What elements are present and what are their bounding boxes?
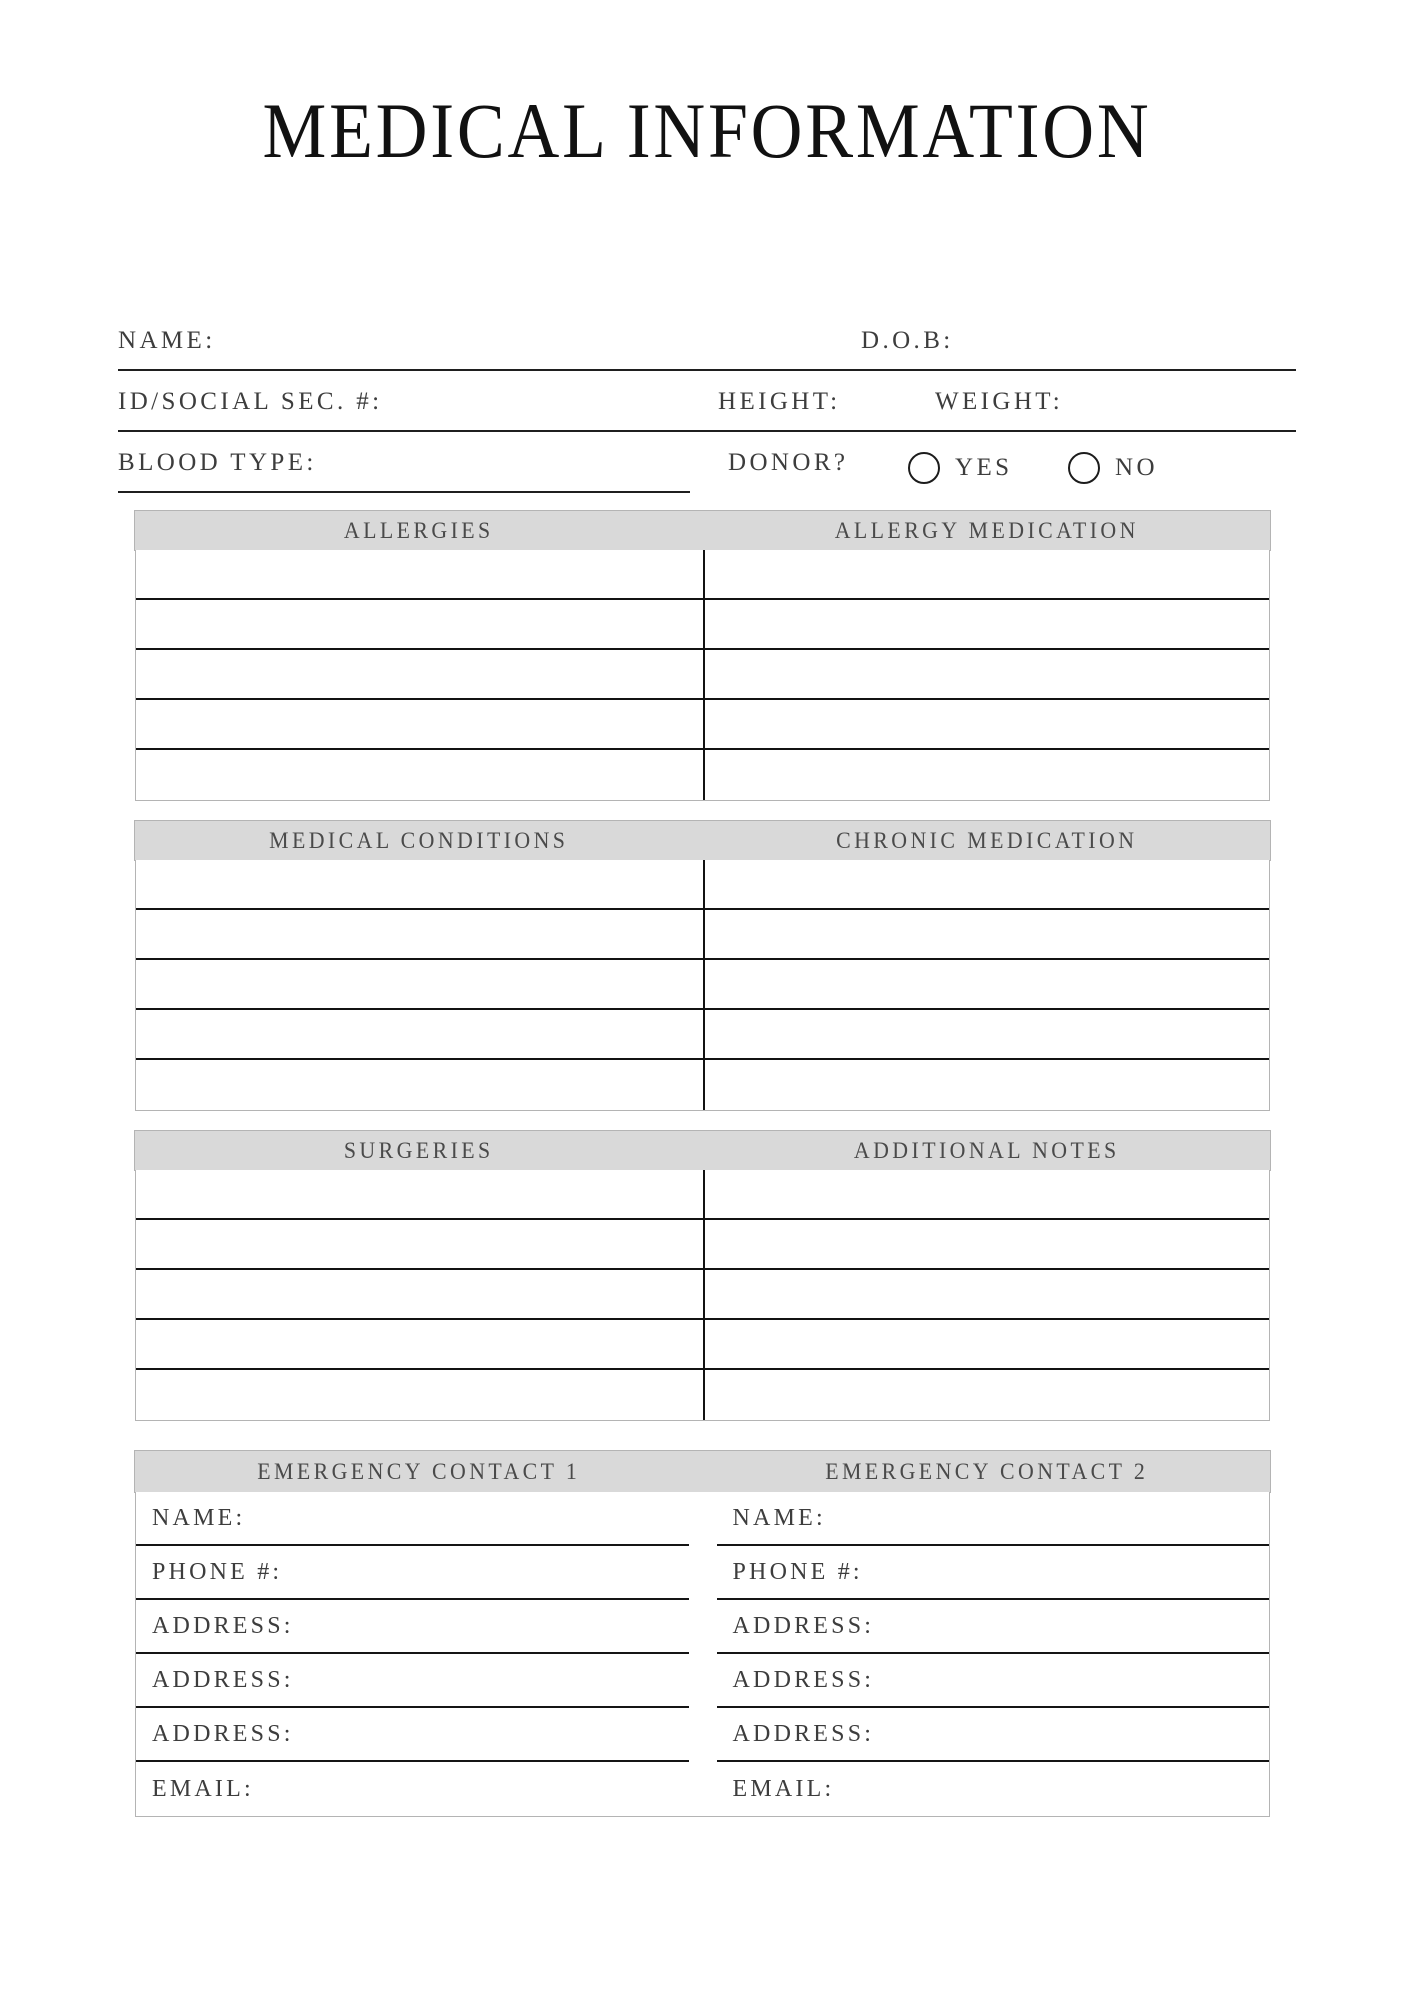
cell-chronic-medication[interactable] — [703, 860, 1270, 908]
column-divider — [703, 1170, 705, 1420]
emergency-contact-2-email-row[interactable] — [717, 1762, 1270, 1816]
cell-surgery[interactable] — [136, 1270, 703, 1318]
surgeries-table — [135, 1170, 1270, 1421]
column-header-allergy-medication: ALLERGY MEDICATION — [834, 518, 1139, 543]
cell-chronic-medication[interactable] — [703, 960, 1270, 1008]
cell-chronic-medication[interactable] — [703, 1060, 1270, 1110]
column-header-medical-conditions: MEDICAL CONDITIONS — [269, 828, 569, 853]
address-label: ADDRESS: — [732, 1612, 875, 1639]
name-label: NAME: — [118, 327, 216, 354]
phone-label: PHONE #: — [732, 1558, 863, 1585]
cell-chronic-medication[interactable] — [703, 1010, 1270, 1058]
emergency-contact-2-address-row-3[interactable] — [717, 1708, 1270, 1762]
radio-circle-icon[interactable] — [908, 452, 940, 484]
cell-allergy[interactable] — [136, 750, 703, 800]
cell-surgery[interactable] — [136, 1370, 703, 1420]
cell-additional-note[interactable] — [703, 1320, 1270, 1368]
radio-circle-icon[interactable] — [1068, 452, 1100, 484]
medical-conditions-table-body — [136, 860, 1269, 1110]
cell-additional-note[interactable] — [703, 1370, 1270, 1420]
dob-label: D.O.B: — [861, 327, 954, 354]
donor-no-label: NO — [1115, 454, 1158, 481]
cell-medical-condition[interactable] — [136, 910, 703, 958]
emergency-contact-1-address-row-3[interactable] — [136, 1708, 689, 1762]
cell-additional-note[interactable] — [703, 1170, 1270, 1218]
id-social-security-label: ID/SOCIAL SEC. #: — [118, 388, 383, 415]
cell-medical-condition[interactable] — [136, 960, 703, 1008]
emergency-contact-2-name-row[interactable] — [717, 1492, 1270, 1546]
address-label: ADDRESS: — [152, 1720, 294, 1747]
personal-info-section — [118, 310, 1296, 493]
info-row-blood-donor — [118, 432, 1296, 493]
address-label: ADDRESS: — [152, 1666, 294, 1693]
cell-additional-note[interactable] — [703, 1270, 1270, 1318]
cell-medical-condition[interactable] — [136, 1060, 703, 1110]
cell-additional-note[interactable] — [703, 1220, 1270, 1268]
emergency-contact-2-column — [703, 1492, 1270, 1816]
cell-surgery[interactable] — [136, 1220, 703, 1268]
surgeries-table-header — [134, 1130, 1271, 1171]
donor-no-option[interactable] — [1068, 452, 1158, 484]
emergency-contacts-header — [134, 1450, 1271, 1493]
cell-allergy[interactable] — [136, 700, 703, 748]
name-label: NAME: — [732, 1504, 826, 1531]
cell-surgery[interactable] — [136, 1170, 703, 1218]
emergency-contact-1-name-row[interactable] — [136, 1492, 689, 1546]
column-header-emergency-contact-1: EMERGENCY CONTACT 1 — [257, 1459, 581, 1484]
medical-conditions-table — [135, 860, 1270, 1111]
medical-conditions-table-header — [134, 820, 1271, 861]
blood-type-underline[interactable] — [118, 491, 690, 493]
emergency-contact-1-column — [136, 1492, 703, 1816]
info-row-id-height-weight — [118, 371, 1296, 432]
emergency-contact-1-address-row-2[interactable] — [136, 1654, 689, 1708]
column-header-additional-notes: ADDITIONAL NOTES — [853, 1138, 1120, 1163]
donor-yes-label: YES — [955, 454, 1013, 481]
column-divider — [703, 550, 705, 800]
cell-allergy-medication[interactable] — [703, 650, 1270, 698]
allergies-table — [135, 550, 1270, 801]
column-header-allergies: ALLERGIES — [343, 518, 494, 543]
column-header-surgeries: SURGERIES — [343, 1138, 494, 1163]
emergency-contacts-body — [136, 1492, 1269, 1816]
address-label: ADDRESS: — [732, 1666, 875, 1693]
cell-allergy-medication[interactable] — [703, 550, 1270, 598]
name-label: NAME: — [152, 1504, 246, 1531]
cell-medical-condition[interactable] — [136, 1010, 703, 1058]
info-row-name-dob — [118, 310, 1296, 371]
address-label: ADDRESS: — [152, 1612, 294, 1639]
cell-allergy[interactable] — [136, 550, 703, 598]
address-label: ADDRESS: — [732, 1720, 875, 1747]
emergency-contact-1-email-row[interactable] — [136, 1762, 689, 1816]
column-divider — [703, 860, 705, 1110]
cell-surgery[interactable] — [136, 1320, 703, 1368]
cell-chronic-medication[interactable] — [703, 910, 1270, 958]
allergies-table-header — [134, 510, 1271, 551]
blood-type-label: BLOOD TYPE: — [118, 449, 317, 476]
phone-label: PHONE #: — [152, 1558, 283, 1585]
email-label: EMAIL: — [732, 1775, 835, 1802]
emergency-contact-2-address-row-1[interactable] — [717, 1600, 1270, 1654]
emergency-contacts-table — [135, 1492, 1270, 1817]
cell-allergy[interactable] — [136, 650, 703, 698]
emergency-contact-2-phone-row[interactable] — [717, 1546, 1270, 1600]
donor-label: DONOR? — [728, 449, 849, 476]
cell-allergy-medication[interactable] — [703, 600, 1270, 648]
page-title: MEDICAL INFORMATION — [262, 87, 1152, 174]
weight-label: WEIGHT: — [935, 388, 1064, 415]
emergency-contact-2-address-row-2[interactable] — [717, 1654, 1270, 1708]
donor-yes-option[interactable] — [908, 452, 1012, 484]
cell-allergy[interactable] — [136, 600, 703, 648]
column-header-emergency-contact-2: EMERGENCY CONTACT 2 — [824, 1459, 1148, 1484]
cell-allergy-medication[interactable] — [703, 750, 1270, 800]
column-header-chronic-medication: CHRONIC MEDICATION — [835, 828, 1137, 853]
emergency-contact-1-address-row-1[interactable] — [136, 1600, 689, 1654]
emergency-contact-1-phone-row[interactable] — [136, 1546, 689, 1600]
cell-medical-condition[interactable] — [136, 860, 703, 908]
cell-allergy-medication[interactable] — [703, 700, 1270, 748]
surgeries-table-body — [136, 1170, 1269, 1420]
email-label: EMAIL: — [152, 1775, 254, 1802]
height-label: HEIGHT: — [718, 388, 841, 415]
allergies-table-body — [136, 550, 1269, 800]
